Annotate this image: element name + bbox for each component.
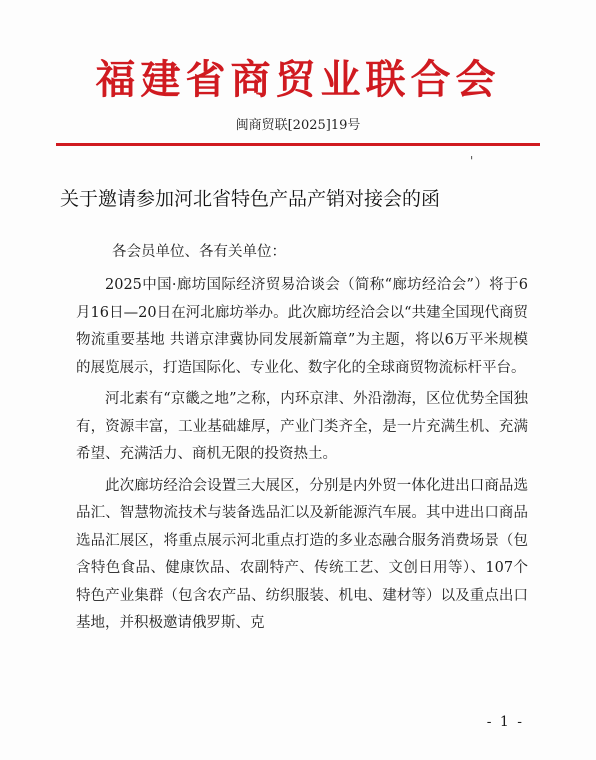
document-title: 关于邀请参加河北省特色产品产销对接会的函 [60, 188, 441, 210]
document-body [76, 272, 528, 642]
page-number: - 1 - [486, 714, 524, 730]
body-paragraph-2: 河北素有“京畿之地”之称，内环京津、外沿渤海，区位优势全国独有，资源丰富，工业基础雄厚，产业门类齐全，是一片充满生机、充满希望、充满活力、商机无限的投资热土。 [76, 391, 528, 462]
red-divider-line [56, 143, 540, 146]
body-paragraph-1: 2025中国·廊坊国际经济贸易洽谈会（简称“廊坊经洽会”）将于6月16日—20日在河北廊坊举办。此次廊坊经洽会以“共建全国现代商贸物流重要基地 共谱京津冀协同发展新篇章”为主题，将以6万平米规模的展览展示，打造国际化、专业化、数字化的全球商贸物流标杆平台。 [76, 277, 528, 376]
body-paragraph-3: 此次廊坊经洽会设置三大展区，分别是内外贸一体化进出口商品选品汇、智慧物流技术与装备选品汇以及新能源汽车展。其中进出口商品选品汇展区，将重点展示河北重点打造的多业态融合服务消费场景（包含特色食品、健康饮品、农副特产、传统工艺、文创日用等）、107个特色产业集群（包含农产品、纺织服装、机电、建材等）以及重点出口基地，并积极邀请俄罗斯、克 [76, 477, 528, 631]
organization-letterhead: 福建省商贸业联合会 [95, 56, 501, 103]
salutation: 各会员单位、各有关单位： [112, 244, 286, 260]
stray-mark: ' [470, 154, 474, 168]
document-number: 闽商贸联[2025]19号 [235, 118, 361, 133]
